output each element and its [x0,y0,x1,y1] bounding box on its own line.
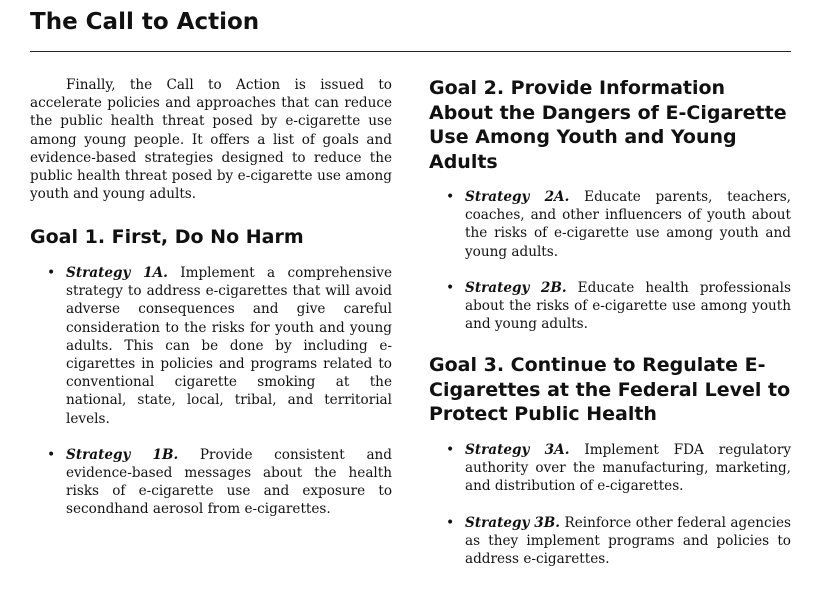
intro-paragraph: Finally, the Call to Action is issued to accelerate policies and approaches that can reduce the public health threat posed by e-cigarette use among young people. It offers a list of goals and evidence-based strategies designed to reduce the public health threat posed by e-cigarette use among youth and young adults. [30,77,392,203]
strategy-3a-item [429,441,791,496]
page-title: The Call to Action [30,9,260,35]
strategy-1a-item [30,264,392,428]
strategy-2a-item [429,188,791,261]
strategy-text: Provide consistent and evidence-based messages about the health risks of e-cigarette use and exposure to secondhand aerosol from e-cigarettes. [66,446,393,518]
strategy-1b-item [30,446,392,519]
strategy-label: Strategy 2B. [465,279,567,296]
strategy-text: Reinforce other federal agencies as they implement programs and policies to address e-cigarettes. [465,514,792,567]
strategy-label: Strategy 2A. [465,189,570,205]
strategy-text: Educate parents, teachers, coaches, and other influencers of youth about the risks of e-cigarette use among youth and young adults. [465,189,792,260]
strategy-3b-item [429,514,791,569]
strategy-label: Strategy 3A. [465,441,570,458]
goal-2-heading: Goal 2. Provide Information About the Dangers of E-Cigarette Use Among Youth and Young Adults [429,77,787,173]
strategy-text: Implement FDA regulatory authority over the manufacturing, marketing, and distribution of e-cigarettes. [465,441,792,495]
goal-2-strategy-list [429,188,791,333]
strategy-2b-item [429,279,791,334]
strategy-text: Implement a comprehensive strategy to address e-cigarettes that will avoid adverse consequences and give careful consideration to the risks for youth and young adults. This can be done by including e-cigarettes in policies and programs related to conventional cigarette smoking at the national, state, local, tribal, and territorial levels. [66,264,392,427]
right-column [429,76,791,586]
bullet-icon: • [47,264,56,281]
bullet-icon: • [446,279,455,296]
strategy-text: Educate health professionals about the risks of e-cigarette use among youth and young adults. [465,279,791,333]
title-divider [30,51,791,52]
left-column [30,76,392,537]
strategy-label: Strategy 1B. [66,446,179,463]
goal-1-heading: Goal 1. First, Do No Harm [30,226,304,249]
goal-3-heading: Goal 3. Continue to Regulate E-Cigarettes at the Federal Level to Protect Public Health [429,354,791,426]
strategy-label: Strategy 1A. [66,264,168,281]
bullet-icon: • [446,441,455,458]
goal-1-strategy-list [30,264,392,519]
strategy-label: Strategy 3B. [465,514,560,531]
bullet-icon: • [446,514,455,531]
bullet-icon: • [446,189,455,205]
bullet-icon: • [47,446,56,463]
goal-3-strategy-list [429,441,791,568]
